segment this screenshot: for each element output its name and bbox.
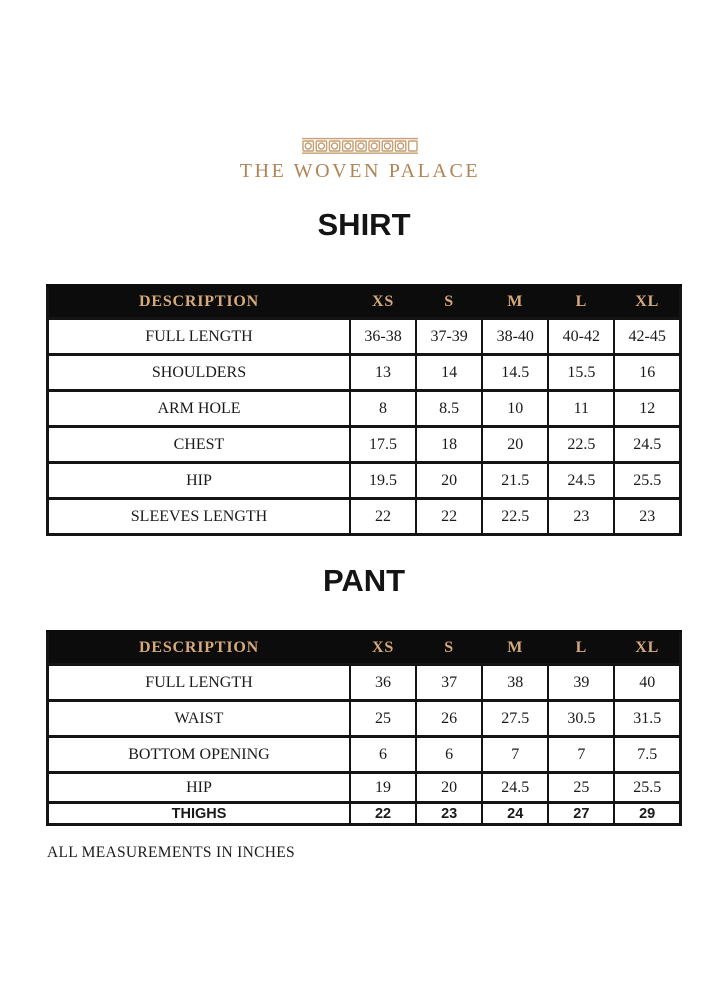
- value-cell: 24.5: [482, 773, 548, 803]
- col-header-size: S: [416, 632, 482, 665]
- row-label-cell: SHOULDERS: [48, 355, 351, 391]
- value-cell: 23: [416, 803, 482, 825]
- value-cell: 22: [416, 499, 482, 535]
- value-cell: 20: [482, 427, 548, 463]
- row-label-cell: HIP: [48, 463, 351, 499]
- section-title-pant: PANT: [322, 563, 406, 598]
- table-row: [48, 391, 681, 427]
- value-cell: 37: [416, 665, 482, 701]
- brand-header: [0, 137, 720, 183]
- size-sections: [46, 206, 682, 826]
- table-row: [48, 499, 681, 535]
- table-row: [48, 463, 681, 499]
- row-label-cell: THIGHS: [48, 803, 351, 825]
- value-cell: 8.5: [416, 391, 482, 427]
- value-cell: 30.5: [548, 701, 614, 737]
- value-cell: 22.5: [548, 427, 614, 463]
- table-row: [48, 701, 681, 737]
- row-label-cell: FULL LENGTH: [48, 665, 351, 701]
- table-row: [48, 773, 681, 803]
- value-cell: 22.5: [482, 499, 548, 535]
- value-cell: 26: [416, 701, 482, 737]
- value-cell: 25: [350, 701, 416, 737]
- value-cell: 17.5: [350, 427, 416, 463]
- value-cell: 10: [482, 391, 548, 427]
- value-cell: 31.5: [614, 701, 680, 737]
- table-row: [48, 737, 681, 773]
- value-cell: 6: [350, 737, 416, 773]
- col-header-size: XL: [614, 632, 680, 665]
- value-cell: 11: [548, 391, 614, 427]
- value-cell: 42-45: [614, 319, 680, 355]
- header-row: [48, 632, 681, 665]
- col-header-size: M: [482, 632, 548, 665]
- value-cell: 7: [482, 737, 548, 773]
- value-cell: 19.5: [350, 463, 416, 499]
- col-header-description: DESCRIPTION: [48, 286, 351, 319]
- table-row: [48, 803, 681, 825]
- col-header-size: XL: [614, 286, 680, 319]
- col-header-size: XS: [350, 632, 416, 665]
- measurements-note: ALL MEASUREMENTS IN INCHES: [47, 844, 295, 861]
- section-title-shirt: SHIRT: [317, 207, 411, 242]
- value-cell: 21.5: [482, 463, 548, 499]
- row-label-cell: CHEST: [48, 427, 351, 463]
- row-label-cell: FULL LENGTH: [48, 319, 351, 355]
- size-table-shirt: [46, 284, 682, 536]
- header-row: [48, 286, 681, 319]
- col-header-size: L: [548, 286, 614, 319]
- col-header-size: XS: [350, 286, 416, 319]
- value-cell: 27.5: [482, 701, 548, 737]
- value-cell: 25.5: [614, 773, 680, 803]
- brand-ornament-icon: [0, 137, 720, 155]
- value-cell: 24: [482, 803, 548, 825]
- size-table-pant: [46, 630, 682, 826]
- value-cell: 23: [548, 499, 614, 535]
- value-cell: 24.5: [548, 463, 614, 499]
- value-cell: 25.5: [614, 463, 680, 499]
- table-row: [48, 355, 681, 391]
- value-cell: 27: [548, 803, 614, 825]
- value-cell: 7: [548, 737, 614, 773]
- table-row: [48, 319, 681, 355]
- value-cell: 16: [614, 355, 680, 391]
- row-label-cell: BOTTOM OPENING: [48, 737, 351, 773]
- value-cell: 36-38: [350, 319, 416, 355]
- value-cell: 40-42: [548, 319, 614, 355]
- value-cell: 18: [416, 427, 482, 463]
- col-header-size: L: [548, 632, 614, 665]
- value-cell: 7.5: [614, 737, 680, 773]
- value-cell: 25: [548, 773, 614, 803]
- value-cell: 38: [482, 665, 548, 701]
- value-cell: 13: [350, 355, 416, 391]
- value-cell: 39: [548, 665, 614, 701]
- table-row: [48, 665, 681, 701]
- value-cell: 40: [614, 665, 680, 701]
- value-cell: 12: [614, 391, 680, 427]
- table-row: [48, 427, 681, 463]
- value-cell: 38-40: [482, 319, 548, 355]
- value-cell: 20: [416, 463, 482, 499]
- value-cell: 37-39: [416, 319, 482, 355]
- section-shirt: [46, 206, 682, 536]
- value-cell: 14: [416, 355, 482, 391]
- value-cell: 22: [350, 803, 416, 825]
- row-label-cell: ARM HOLE: [48, 391, 351, 427]
- value-cell: 19: [350, 773, 416, 803]
- col-header-size: M: [482, 286, 548, 319]
- value-cell: 20: [416, 773, 482, 803]
- value-cell: 22: [350, 499, 416, 535]
- value-cell: 8: [350, 391, 416, 427]
- col-header-size: S: [416, 286, 482, 319]
- value-cell: 6: [416, 737, 482, 773]
- value-cell: 23: [614, 499, 680, 535]
- col-header-description: DESCRIPTION: [48, 632, 351, 665]
- value-cell: 15.5: [548, 355, 614, 391]
- value-cell: 29: [614, 803, 680, 825]
- brand-name: THE WOVEN PALACE: [239, 160, 481, 182]
- value-cell: 36: [350, 665, 416, 701]
- row-label-cell: WAIST: [48, 701, 351, 737]
- value-cell: 14.5: [482, 355, 548, 391]
- value-cell: 24.5: [614, 427, 680, 463]
- section-pant: [46, 562, 682, 826]
- row-label-cell: SLEEVES LENGTH: [48, 499, 351, 535]
- row-label-cell: HIP: [48, 773, 351, 803]
